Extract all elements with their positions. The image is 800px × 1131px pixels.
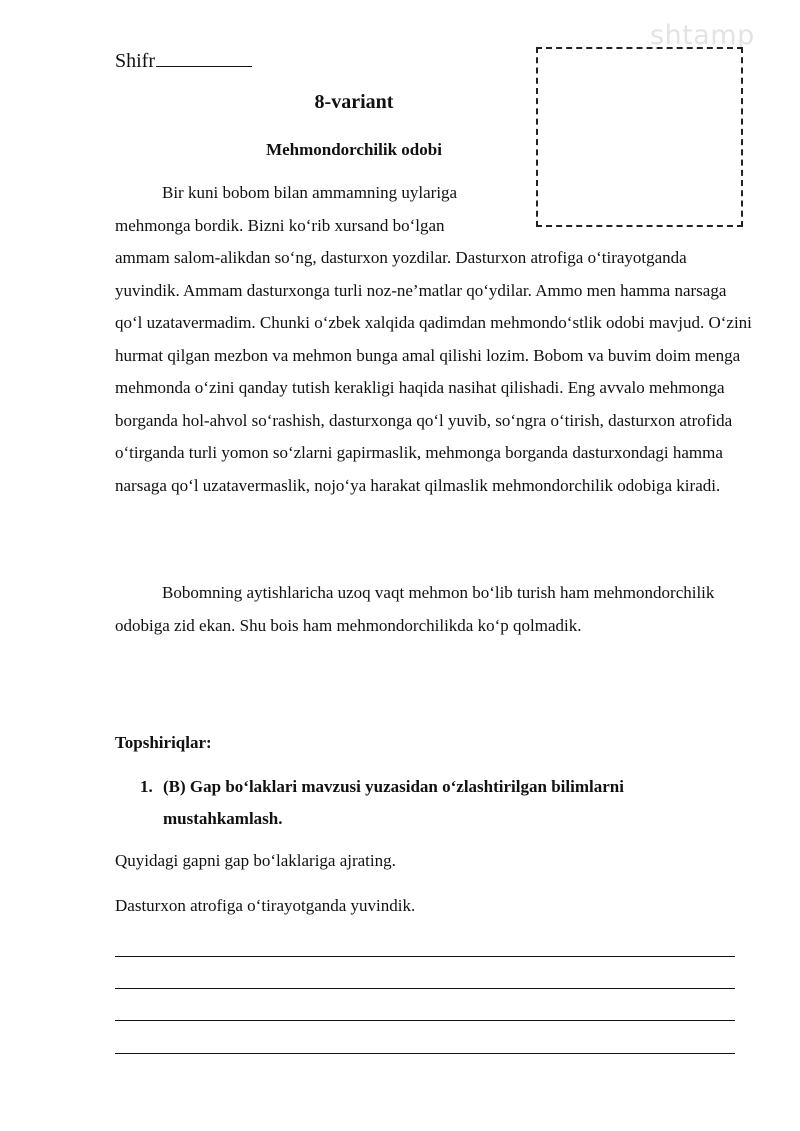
stamp-box <box>536 47 743 227</box>
answer-line <box>115 1053 735 1054</box>
task-text: (B) Gap bo‘laklari mavzusi yuzasidan o‘zlashtirilgan bilimlarni mustahkamlash. <box>163 777 624 828</box>
task-number: 1. <box>140 777 153 796</box>
answer-line <box>115 988 735 989</box>
variant-heading: 8-variant <box>314 91 394 113</box>
task-sentence: Dasturxon atrofiga o‘tirayotganda yuvindik. <box>115 896 416 915</box>
shifr-label: Shifr <box>115 50 155 72</box>
shifr-blank-line <box>156 48 252 67</box>
paragraph-1-continued: ammam salom-alikdan so‘ng, dasturxon yozdilar. Dasturxon atrofiga o‘tirayotganda yuvindik. Ammam dasturxonga turli noz-ne’matlar qo‘ydilar. Ammo men hamma narsaga qo‘l uzatavermadim. Chunki o‘zbek xalqida qadimdan mehmondo‘stlik odobi mavjud. O‘zini hurmat qilgan mezbon va mehmon bunga amal qilishi lozim. Bobom va buvim doim menga mehmonda o‘zini qanday tutish kerakligi haqida nasihat qilishadi. Eng avvalo mehmonga borganda hol-ahvol so‘rashish, dasturxonga qo‘l yuvib, so‘ngra o‘tirish, dasturxon atrofida o‘tirganda turli yomon so‘zlarni gapirmaslik, mehmonga borganda dasturxondagi hamma narsaga qo‘l uzatavermaslik, nojo‘ya harakat qilmaslik mehmondorchilik odobiga kiradi. <box>115 248 752 495</box>
paragraph-2: Bobomning aytishlaricha uzoq vaqt mehmon bo‘lib turish ham mehmondorchilik odobiga zid ekan. Shu bois ham mehmondorchilikda ko‘p qolmadik. <box>115 583 715 635</box>
watermark: shtamp <box>650 20 755 51</box>
answer-line <box>115 1020 735 1021</box>
answer-line <box>115 956 735 957</box>
paragraph-1-start: Bir kuni bobom bilan ammamning uylariga mehmonga bordik. Bizni ko‘rib xursand bo‘lgan <box>115 183 458 235</box>
story-title: Mehmondorchilik odobi <box>266 140 442 159</box>
shifr-field <box>115 48 252 73</box>
tasks-heading: Topshiriqlar: <box>115 733 212 752</box>
task-instruction: Quyidagi gapni gap bo‘laklariga ajrating. <box>115 851 396 870</box>
task-item <box>140 771 700 835</box>
